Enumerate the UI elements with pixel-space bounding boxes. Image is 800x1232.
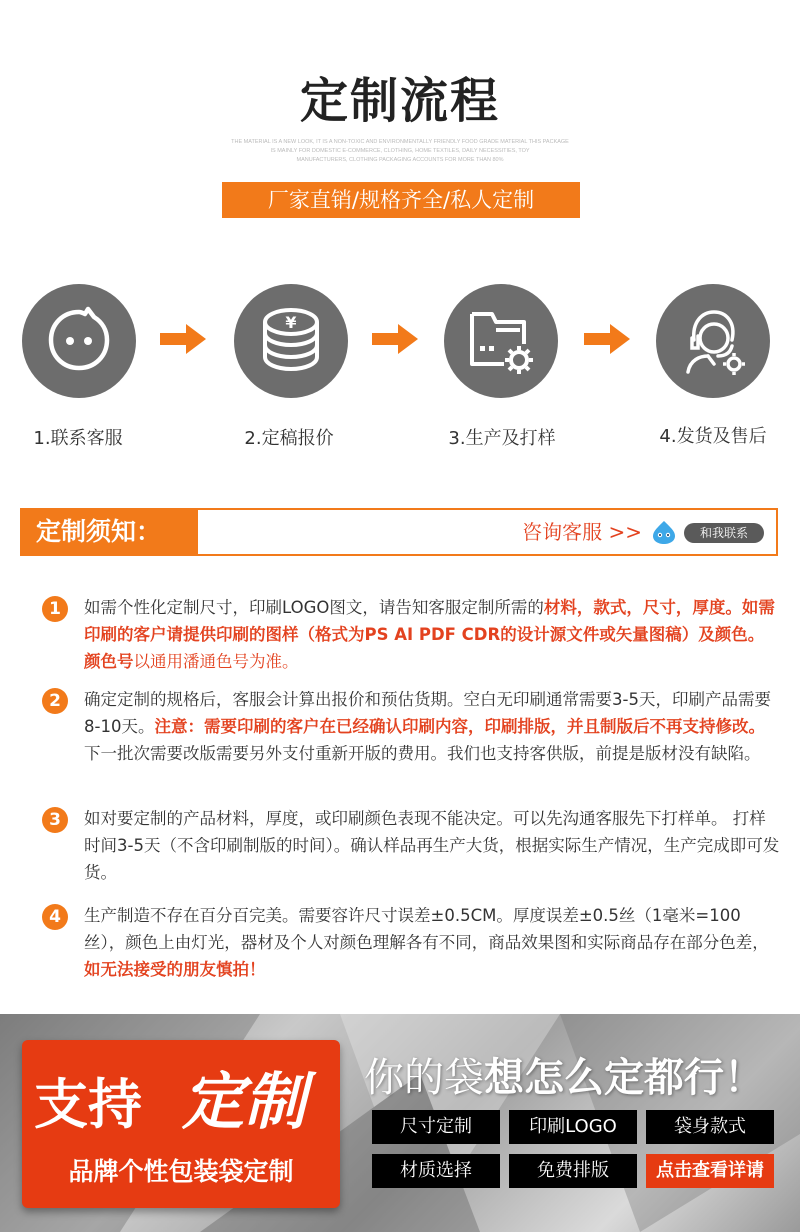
highlight-segment: 注意：需要印刷的客户在已经确认印刷内容，印刷排版，并且制版后不再支持修改。 [154,717,765,736]
promo-footer [0,1014,800,1232]
text-segment: 下一批次需要改版需要另外支付重新开版的费用。我们也支持客供版，前提是版材没有缺陷。 [84,744,761,763]
chat-face-icon [42,304,116,378]
item-text [84,902,780,983]
item-text [84,686,780,767]
notice-item [42,902,780,983]
folder-gear-icon [462,302,540,380]
svg-text:¥: ¥ [285,313,297,332]
contact-button[interactable]: 和我联系 [684,523,764,543]
step-label: 3.生产及打样 [448,428,556,449]
slogan-part: 你的袋 [364,1055,484,1101]
water-drop-mascot-icon[interactable] [650,519,678,545]
item-number-badge: 2 [42,688,68,714]
step-label: 4.发货及售后 [659,426,767,447]
highlight-segment: 材料，款式，尺寸，厚度。如需印刷的客户请提供印刷的图样（格式为PS AI PDF CDR的设计源文件或矢量图稿）及颜色。颜色号 [84,598,775,671]
step-1-circle [22,284,136,398]
step-3-circle [444,284,558,398]
step-2-circle [234,284,348,398]
headset-gear-icon [674,302,752,380]
tag-free-layout[interactable]: 免费排版 [509,1154,637,1188]
arrow-right-icon [160,322,206,356]
tag-print-logo[interactable]: 印刷LOGO [509,1110,637,1144]
step-label: 2.定稿报价 [244,428,334,449]
text-segment: 确定定制的规格后，客服会计算出报价和预估货期。空白无印刷通常需要3-5天，印刷产品需要8-10天。 [84,690,771,736]
card-text-support: 支持 [34,1073,142,1136]
coins-yen-icon [252,302,330,380]
english-line: THE MATERIAL IS A NEW LOOK, IT IS A NON-TOXIC AND ENVIRONMENTALLY FRIENDLY FOOD GRADE MATERIAL THIS PACKAGE [231,139,569,145]
consult-link[interactable]: 咨询客服 >> [522,520,642,544]
item-number-badge: 3 [42,807,68,833]
tag-size-custom[interactable]: 尺寸定制 [372,1110,500,1144]
arrow-right-icon [584,322,630,356]
support-custom-card[interactable] [22,1040,340,1208]
english-line: IS MAINLY FOR DOMESTIC E-COMMERCE, CLOTHING, HOME TEXTILES, DAILY NECESSITIES, TOY [270,148,530,154]
view-details-button[interactable]: 点击查看详请 [646,1154,774,1188]
text-segment: 生产制造不存在百分百完美。需要容许尺寸误差±0.5CM。厚度误差±0.5丝（1毫米=100丝），颜色上由灯光，器材及个人对颜色理解各有不同，商品效果图和实际商品存在部分色差， [84,906,769,952]
step-label: 1.联系客服 [33,428,123,449]
tag-material[interactable]: 材质选择 [372,1154,500,1188]
arrow-right-icon [372,322,418,356]
card-text-custom: 定制 [182,1065,307,1138]
notice-title: 定制须知： [22,510,198,554]
notice-item [42,805,780,886]
footer-slogan [364,1046,764,1103]
item-text [84,805,780,886]
english-description [190,138,610,165]
item-text [84,594,780,675]
highlight-segment: 以通用潘通色号为准。 [133,652,299,671]
item-number-badge: 4 [42,904,68,930]
tag-bag-style[interactable]: 袋身款式 [646,1110,774,1144]
step-4-circle [656,284,770,398]
notice-item [42,686,780,767]
text-segment: 如对要定制的产品材料，厚度，或印刷颜色表现不能决定。可以先沟通客服先下打样单。 打样时间3-5天（不含印刷制版的时间）。确认样品再生产大货，根据实际生产情况，生产完成即可发货。 [84,809,780,882]
card-subtitle: 品牌个性包装袋定制 [68,1157,294,1186]
notice-bar [20,508,778,556]
slogan-banner: 厂家直销/规格齐全/私人定制 [222,182,580,218]
page-title: 定制流程 [299,73,500,129]
slogan-bold-part: 想怎么定都行！ [484,1055,764,1101]
notice-item [42,594,780,675]
highlight-segment: 如无法接受的朋友慎拍！ [84,960,266,979]
english-line: MANUFACTURERS, CLOTHING PACKAGING ACCOUNTS FOR MORE THAN 80% [296,157,504,163]
text-segment: 如需个性化定制尺寸，印刷LOGO图文，请告知客服定制所需的 [84,598,544,617]
item-number-badge: 1 [42,596,68,622]
